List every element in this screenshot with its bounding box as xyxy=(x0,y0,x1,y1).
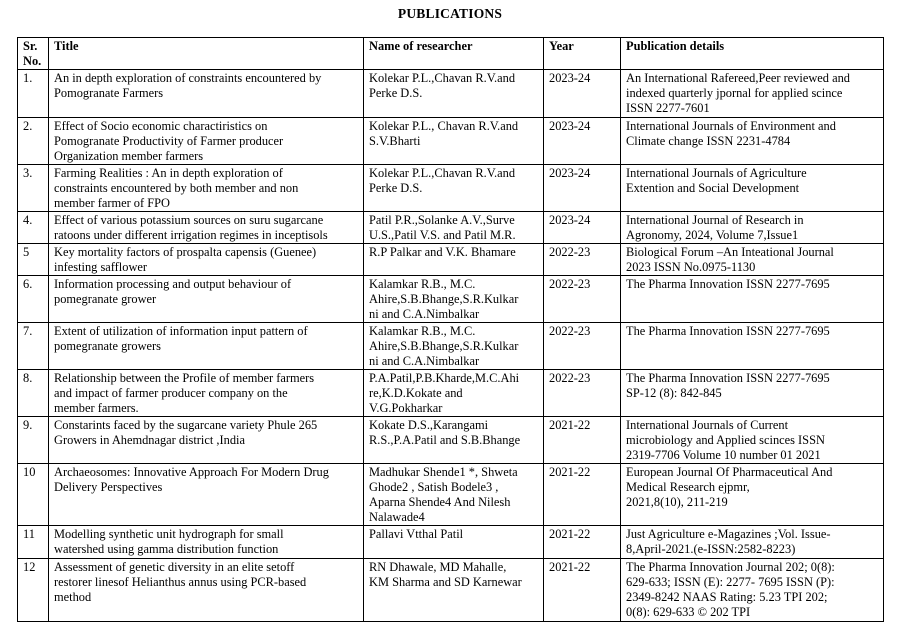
row-researcher-text: P.A.Patil,P.B.Kharde,M.C.Ahi re,K.D.Kokate and V.G.Pokharkar xyxy=(369,371,520,415)
row-researcher xyxy=(364,526,544,559)
row-title-text: Farming Realities : An in depth exploration of constraints encountered by both member and non member farmer of FPO xyxy=(54,166,299,210)
row-title xyxy=(49,165,364,212)
table-row xyxy=(18,417,884,464)
row-year-text: 2021-22 xyxy=(549,465,591,479)
row-researcher xyxy=(364,370,544,417)
table-row xyxy=(18,323,884,370)
row-title xyxy=(49,464,364,526)
row-number xyxy=(18,323,49,370)
row-number xyxy=(18,118,49,165)
row-number-text: 6. xyxy=(23,277,33,291)
row-details xyxy=(621,276,884,323)
row-details xyxy=(621,118,884,165)
row-year xyxy=(544,323,621,370)
table-row xyxy=(18,276,884,323)
row-year-text: 2023-24 xyxy=(549,213,591,227)
row-title xyxy=(49,212,364,244)
row-number-text: 1. xyxy=(23,71,33,85)
row-title xyxy=(49,276,364,323)
row-year xyxy=(544,417,621,464)
row-year xyxy=(544,212,621,244)
row-researcher-text: Kolekar P.L., Chavan R.V.and S.V.Bharti xyxy=(369,119,519,148)
row-details-text: The Pharma Innovation ISSN 2277-7695 xyxy=(626,277,830,291)
row-title-text: An in depth exploration of constraints encountered by Pomogranate Farmers xyxy=(54,71,322,100)
row-year-text: 2023-24 xyxy=(549,119,591,133)
row-details xyxy=(621,70,884,118)
row-title-text: Archaeosomes: Innovative Approach For Modern Drug Delivery Perspectives xyxy=(54,465,329,494)
row-details-text: International Journals of Current microbiology and Applied scinces ISSN 2319-7706 Volume 10 number 01 2021 xyxy=(626,418,825,462)
row-year xyxy=(544,370,621,417)
row-year xyxy=(544,70,621,118)
row-details xyxy=(621,370,884,417)
table-body xyxy=(18,70,884,622)
row-title-text: Assessment of genetic diversity in an elite setoff restorer linesof Helianthus annus using PCR-based method xyxy=(54,560,307,604)
row-details-text: An International Rafereed,Peer reviewed and indexed quarterly jpornal for applied scince ISSN 2277-7601 xyxy=(626,71,850,115)
row-title-text: Relationship between the Profile of member farmers and impact of farmer producer company on the member farmers. xyxy=(54,371,315,415)
row-researcher-text: Kolekar P.L.,Chavan R.V.and Perke D.S. xyxy=(369,71,516,100)
row-title xyxy=(49,323,364,370)
row-year xyxy=(544,244,621,276)
row-year-text: 2023-24 xyxy=(549,71,591,85)
table-row xyxy=(18,212,884,244)
row-year xyxy=(544,559,621,622)
row-researcher-text: Patil P.R.,Solanke A.V.,Surve U.S.,Patil V.S. and Patil M.R. xyxy=(369,213,516,242)
row-details-text: Just Agriculture e-Magazines ;Vol. Issue- 8,April-2021.(e-ISSN:2582-8223) xyxy=(626,527,831,556)
row-title-text: Constarints faced by the sugarcane variety Phule 265 Growers in Ahemdnagar district ,India xyxy=(54,418,318,447)
row-title xyxy=(49,118,364,165)
row-number-text: 9. xyxy=(23,418,33,432)
row-number-text: 3. xyxy=(23,166,33,180)
table-row xyxy=(18,559,884,622)
table-row xyxy=(18,526,884,559)
row-details xyxy=(621,244,884,276)
row-title-text: Key mortality factors of prospalta capensis (Guenee) infesting safflower xyxy=(54,245,317,274)
row-year xyxy=(544,276,621,323)
row-title xyxy=(49,559,364,622)
row-researcher xyxy=(364,276,544,323)
row-details xyxy=(621,212,884,244)
row-researcher xyxy=(364,244,544,276)
row-researcher xyxy=(364,559,544,622)
row-number xyxy=(18,559,49,622)
row-year-text: 2022-23 xyxy=(549,371,591,385)
table-row xyxy=(18,370,884,417)
row-title-text: Effect of Socio economic charactiristics on Pomogranate Productivity of Farmer producer Organization member farmers xyxy=(54,119,284,163)
row-number xyxy=(18,212,49,244)
row-number-text: 7. xyxy=(23,324,33,338)
header-year: Year xyxy=(544,38,621,70)
row-researcher xyxy=(364,118,544,165)
row-title-text: Extent of utilization of information input pattern of pomegranate growers xyxy=(54,324,308,353)
row-researcher xyxy=(364,212,544,244)
row-details xyxy=(621,323,884,370)
row-year-text: 2022-23 xyxy=(549,277,591,291)
row-researcher-text: R.P Palkar and V.K. Bhamare xyxy=(369,245,516,259)
row-researcher-text: Madhukar Shende1 *, Shweta Ghode2 , Satish Bodele3 , Aparna Shende4 And Nilesh Nalawade4 xyxy=(369,465,518,524)
row-year xyxy=(544,165,621,212)
row-year-text: 2022-23 xyxy=(549,324,591,338)
row-number xyxy=(18,464,49,526)
row-number-text: 8. xyxy=(23,371,33,385)
row-researcher xyxy=(364,417,544,464)
row-details-text: Biological Forum –An Inteational Journal 2023 ISSN No.0975-1130 xyxy=(626,245,834,274)
row-number xyxy=(18,70,49,118)
table-header-row xyxy=(18,38,884,70)
row-year-text: 2021-22 xyxy=(549,560,591,574)
row-number-text: 5 xyxy=(23,245,30,259)
row-title-text: Information processing and output behaviour of pomegranate grower xyxy=(54,277,292,306)
row-title xyxy=(49,70,364,118)
row-title xyxy=(49,370,364,417)
row-researcher-text: Kalamkar R.B., M.C. Ahire,S.B.Bhange,S.R.Kulkar ni and C.A.Nimbalkar xyxy=(369,277,519,321)
table-row xyxy=(18,70,884,118)
row-number-text: 4. xyxy=(23,213,33,227)
row-researcher xyxy=(364,165,544,212)
row-number xyxy=(18,526,49,559)
row-details-text: The Pharma Innovation ISSN 2277-7695 SP-12 (8): 842-845 xyxy=(626,371,830,400)
row-title xyxy=(49,417,364,464)
row-details-text: International Journals of Agriculture Extention and Social Development xyxy=(626,166,807,195)
row-title xyxy=(49,526,364,559)
publications-table xyxy=(17,37,884,622)
row-researcher-text: Kalamkar R.B., M.C. Ahire,S.B.Bhange,S.R.Kulkar ni and C.A.Nimbalkar xyxy=(369,324,519,368)
page-heading: PUBLICATIONS xyxy=(397,6,503,21)
header-researcher: Name of researcher xyxy=(364,38,544,70)
table-row xyxy=(18,244,884,276)
row-number-text: 10 xyxy=(23,465,36,479)
row-details-text: International Journals of Environment and Climate change ISSN 2231-4784 xyxy=(626,119,836,148)
row-year xyxy=(544,464,621,526)
row-researcher xyxy=(364,464,544,526)
table-row xyxy=(18,118,884,165)
row-details xyxy=(621,165,884,212)
table-row xyxy=(18,165,884,212)
row-details xyxy=(621,417,884,464)
row-number xyxy=(18,244,49,276)
row-year-text: 2021-22 xyxy=(549,418,591,432)
row-title-text: Modelling synthetic unit hydrograph for small watershed using gamma distribution function xyxy=(54,527,284,556)
row-number xyxy=(18,276,49,323)
row-details-text: The Pharma Innovation ISSN 2277-7695 xyxy=(626,324,830,338)
row-details-text: European Journal Of Pharmaceutical And Medical Research ejpmr, 2021,8(10), 211-219 xyxy=(626,465,833,509)
header-title: Title xyxy=(49,38,364,70)
row-researcher-text: Pallavi Vtthal Patil xyxy=(369,527,464,541)
row-title-text: Effect of various potassium sources on suru sugarcane ratoons under different irrigation regimes in inceptisols xyxy=(54,213,328,242)
row-details-text: International Journal of Research in Agronomy, 2024, Volume 7,Issue1 xyxy=(626,213,804,242)
row-details-text: The Pharma Innovation Journal 202; 0(8): 629-633; ISSN (E): 2277- 7695 ISSN (P): 2349-8242 NAAS Rating: 5.23 TPI 202; 0(8): 629-633 © 202 TPI xyxy=(626,560,835,619)
row-number xyxy=(18,165,49,212)
row-details xyxy=(621,559,884,622)
row-number-text: 2. xyxy=(23,119,33,133)
row-year xyxy=(544,118,621,165)
row-researcher-text: RN Dhawale, MD Mahalle, KM Sharma and SD Karnewar xyxy=(369,560,522,589)
table-row xyxy=(18,464,884,526)
row-details xyxy=(621,526,884,559)
row-year xyxy=(544,526,621,559)
row-number xyxy=(18,417,49,464)
row-number xyxy=(18,370,49,417)
row-number-text: 11 xyxy=(23,527,35,541)
row-number-text: 12 xyxy=(23,560,36,574)
header-sr-no: Sr. No. xyxy=(18,38,49,70)
row-title xyxy=(49,244,364,276)
row-researcher xyxy=(364,323,544,370)
row-researcher xyxy=(364,70,544,118)
row-year-text: 2021-22 xyxy=(549,527,591,541)
row-year-text: 2022-23 xyxy=(549,245,591,259)
row-researcher-text: Kokate D.S.,Karangami R.S.,P.A.Patil and S.B.Bhange xyxy=(369,418,521,447)
row-details xyxy=(621,464,884,526)
header-details: Publication details xyxy=(621,38,884,70)
row-researcher-text: Kolekar P.L.,Chavan R.V.and Perke D.S. xyxy=(369,166,516,195)
row-year-text: 2023-24 xyxy=(549,166,591,180)
